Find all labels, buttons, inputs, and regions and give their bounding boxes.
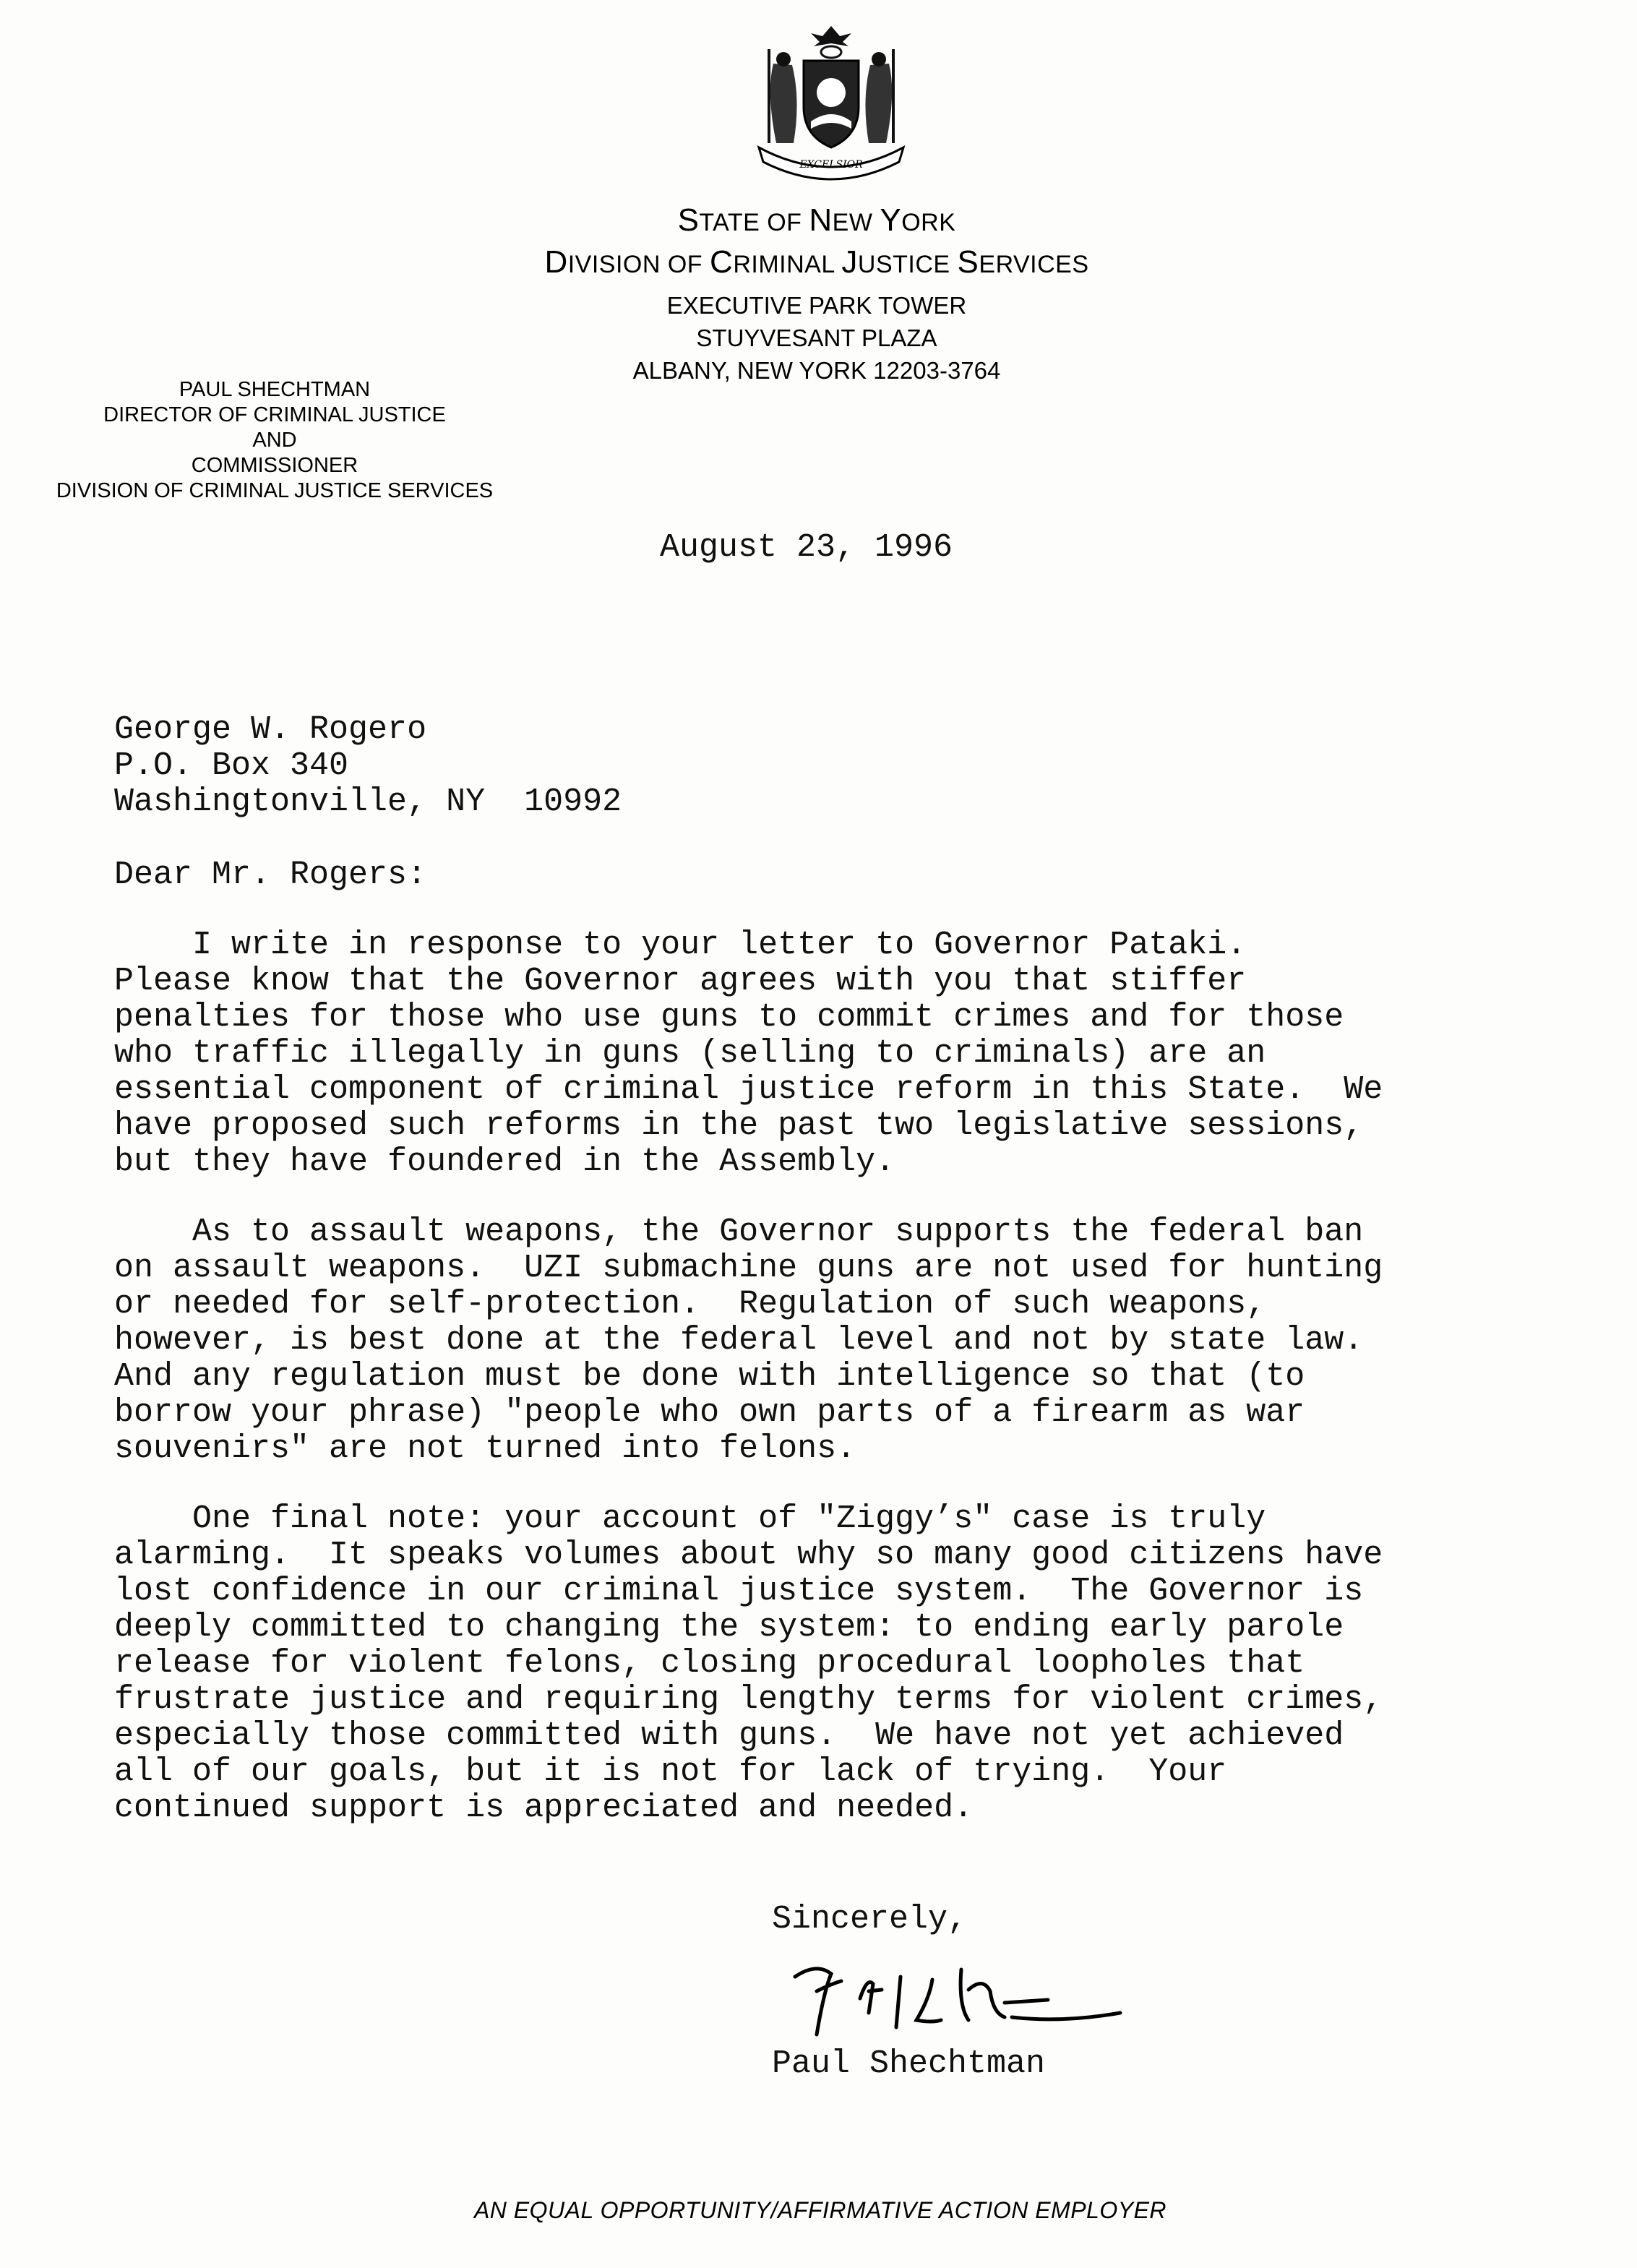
paragraph-line: penalties for those who use guns to commit crimes and for those (114, 999, 1344, 1036)
letterhead-state: STATE OF NEW YORK (677, 202, 956, 238)
paragraph-line: And any regulation must be done with intelligence so that (to (114, 1358, 1305, 1395)
director-commissioner: COMMISSIONER (191, 454, 358, 477)
letterhead-address-line2: STUYVESANT PLAZA (696, 325, 937, 351)
paragraph-line: frustrate justice and requiring lengthy terms for violent crimes, (114, 1681, 1383, 1718)
paragraph-line: Please know that the Governor agrees with you that stiffer (114, 963, 1247, 1000)
salutation: Dear Mr. Rogers: (114, 856, 427, 893)
recipient-box: P.O. Box 340 (114, 747, 349, 784)
new-york-state-seal (744, 20, 918, 186)
paragraph-line: deeply committed to changing the system: to ending early parole (114, 1609, 1344, 1646)
paragraph-line: borrow your phrase) "people who own parts of a firearm as war (114, 1394, 1305, 1431)
paragraph-line: As to assault weapons, the Governor supports the federal ban (114, 1214, 1364, 1250)
paragraph-line: on assault weapons. UZI submachine guns are not used for hunting (114, 1250, 1383, 1287)
closing: Sincerely, (772, 1901, 968, 1938)
body-paragraph-1 (114, 927, 1560, 1180)
signer-name: Paul Shechtman (772, 2045, 1046, 2082)
paragraph-line: have proposed such reforms in the past two legislative sessions, (114, 1107, 1364, 1144)
signature-image (788, 1948, 1135, 2049)
paragraph-line: souvenirs" are not turned into felons. (114, 1430, 856, 1467)
paragraph-line: essential component of criminal justice reform in this State. We (114, 1071, 1383, 1108)
paragraph-line: however, is best done at the federal level and not by state law. (114, 1322, 1364, 1359)
letterhead-address-line1: EXECUTIVE PARK TOWER (666, 292, 967, 319)
paragraph-line: One final note: your account of "Ziggy’s" case is truly (114, 1500, 1266, 1537)
seal-motto: EXCELSIOR (799, 159, 863, 171)
paragraph-line: all of our goals, but it is not for lack of trying. Your (114, 1753, 1227, 1790)
recipient-address (114, 712, 622, 820)
recipient-city: Washingtonville, NY 10992 (114, 783, 622, 820)
director-and: AND (252, 429, 297, 452)
body-paragraph-2 (114, 1214, 1560, 1467)
paragraph-line: but they have foundered in the Assembly. (114, 1143, 895, 1180)
footer-statement: AN EQUAL OPPORTUNITY/AFFIRMATIVE ACTION EMPLOYER (473, 2197, 1167, 2223)
director-title: DIRECTOR OF CRIMINAL JUSTICE (103, 403, 446, 426)
paragraph-line: I write in response to your letter to Governor Pataki. (114, 927, 1247, 963)
body-paragraph-3 (114, 1501, 1560, 1826)
paragraph-line: who traffic illegally in guns (selling to criminals) are an (114, 1035, 1266, 1072)
letterhead-address-line3: ALBANY, NEW YORK 12203-3764 (632, 357, 1001, 384)
director-name: PAUL SHECHTMAN (179, 378, 371, 401)
paragraph-line: especially those committed with guns. We have not yet achieved (114, 1717, 1344, 1754)
paragraph-line: release for violent felons, closing procedural loopholes that (114, 1645, 1305, 1682)
paragraph-line: lost confidence in our criminal justice system. The Governor is (114, 1573, 1364, 1610)
letterhead-division: DIVISION OF CRIMINAL JUSTICE SERVICES (544, 244, 1089, 280)
paragraph-line: alarming. It speaks volumes about why so many good citizens have (114, 1537, 1383, 1573)
paragraph-line: continued support is appreciated and needed. (114, 1790, 974, 1826)
recipient-name: George W. Rogero (114, 711, 427, 748)
paragraph-line: or needed for self-protection. Regulation of such weapons, (114, 1286, 1266, 1323)
letter-date: August 23, 1996 (660, 529, 953, 566)
director-division: DIVISION OF CRIMINAL JUSTICE SERVICES (56, 479, 494, 502)
director-block (43, 377, 506, 504)
